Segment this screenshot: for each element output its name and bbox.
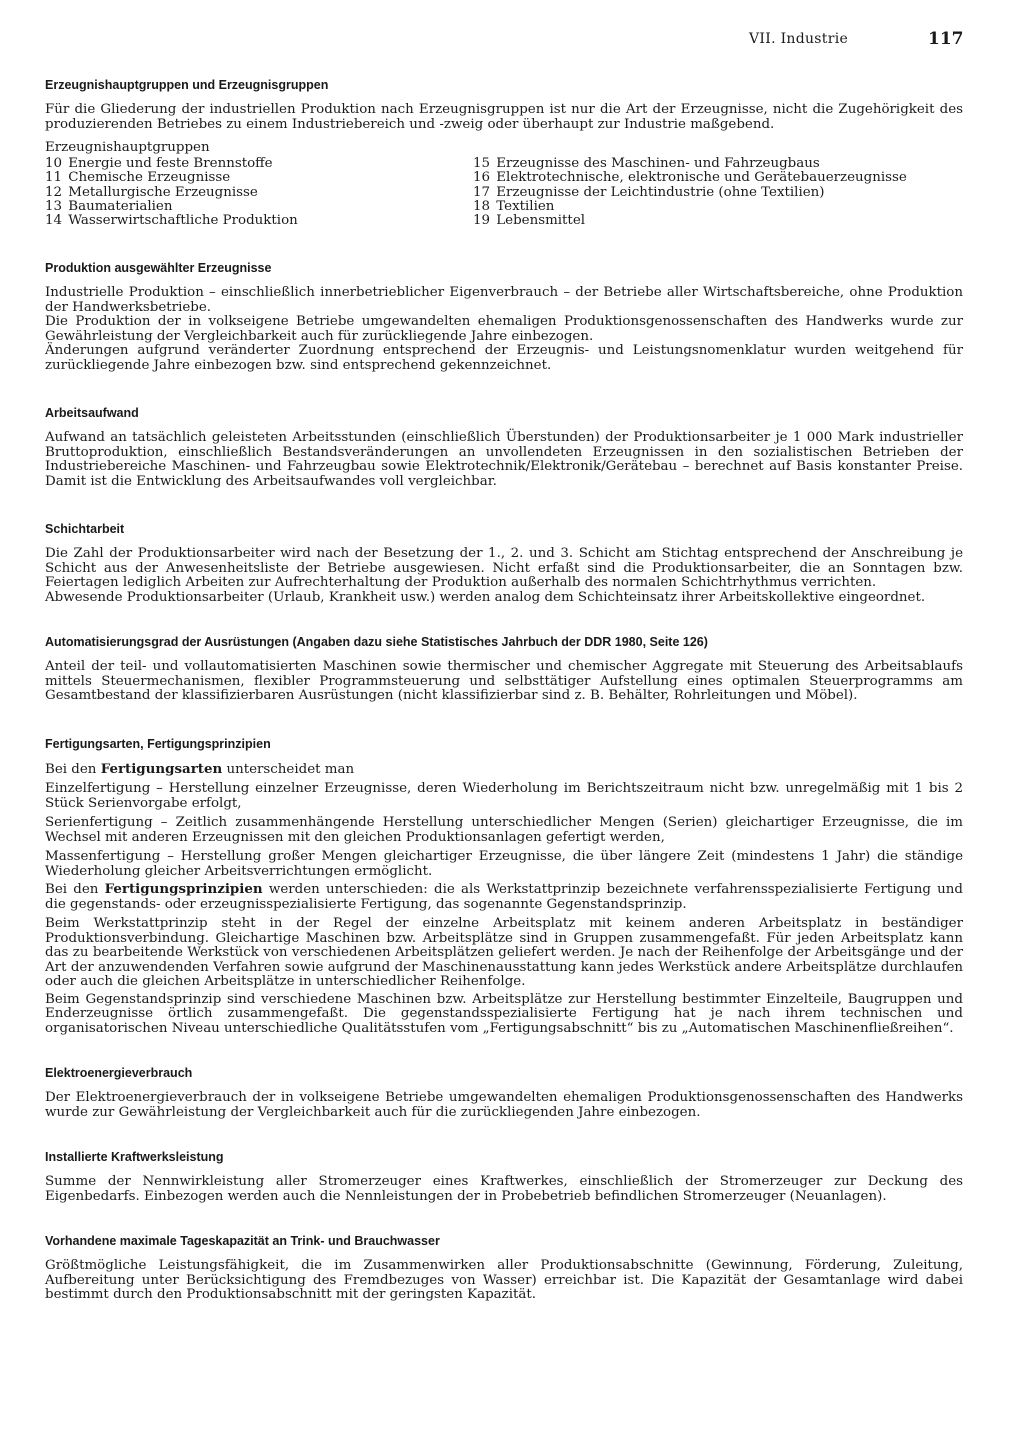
section-schichtarbeit [45,522,963,605]
section-heading: Fertigungsarten, Fertigungsprinzipien [45,736,271,751]
page-content [45,78,963,1303]
section-produktion [45,261,963,373]
section-heading: Automatisierungsgrad der Ausrüstungen (Angaben dazu siehe Statistisches Jahrbuch der DDR 1980, Seite 126) [45,635,708,650]
paragraph: Die Zahl der Produktionsarbeiter wird nach der Besetzung der 1., 2. und 3. Schicht am Stichtag entsprechend der Anschreibung je Schicht aus der Anwesenheitsliste der Betriebe ausgewiesen. Nicht erfaßt sind die Produktionsarbeiter, die an Sonntagen bzw. Feiertagen lediglich Arbeiten zur Aufrechterhaltung der Produktion außerhalb des normalen Schichtrhythmus verrichten. [45,546,963,591]
paragraph: Bei den Fertigungsprinzipien werden unterschieden: die als Werkstattprinzip bezeichnete verfahrensspezialisierte Fertigung und die gegenstands- oder erzeugnisspezialisierte Fertigung, das sogenannte Gegenstandsprinzip. [45,881,963,912]
paragraph: Der Elektroenergieverbrauch der in volkseigene Betriebe umgewandelten ehemaligen Produktionsgenossenschaften des Handwerks wurde zur Gewährleistung der Vergleichbarkeit auch für die zurückliegenden Jahre einbezogen. [45,1090,963,1120]
chapter-title: VII. Industrie [749,31,849,47]
paragraph: Beim Gegenstandsprinzip sind verschiedene Maschinen bzw. Arbeitsplätze zur Herstellung bestimmter Einzelteile, Baugruppen und Enderzeugnisse örtlich zusammengefaßt. Die gegenstandsspezialisierte Fertigung hat je nach ihrem technischen und organisatorischen Niveau unterschiedliche Qualitätsstufen vom „Fertigungsabschnitt“ bis zu „Automatischen Maschinenfließreihen“. [45,991,963,1036]
section-tageskapazitaet [45,1234,963,1303]
section-heading: Produktion ausgewählter Erzeugnisse [45,261,272,276]
paragraph: Größtmögliche Leistungsfähigkeit, die im Zusammenwirken aller Produktionsabschnitte (Gewinnung, Förderung, Zuleitung, Aufbereitung unter Berücksichtigung des Fremdbezuges von Wasser) erreichbar ist. Die Kapazität der Gesamtanlage wird dabei bestimmt durch den Produktionsabschnitt mit der geringsten Kapazität. [45,1258,963,1303]
section-heading: Schichtarbeit [45,522,125,537]
paragraph: Änderungen aufgrund veränderter Zuordnung entsprechend der Erzeugnis- und Leistungsnomenklatur wurden weitgehend für zurückliegende Jahre einbezogen bzw. sind entsprechend gekennzeichnet. [45,343,963,373]
paragraph: Für die Gliederung der industriellen Produktion nach Erzeugnisgruppen ist nur die Art der Erzeugnisse, nicht die Zugehörigkeit des produzierenden Betriebes zu einem Industriebereich und -zweig oder überhaupt zur Industrie maßgebend. [45,102,963,132]
paragraph: Anteil der teil- und vollautomatisierten Maschinen sowie thermischer und chemischer Aggregate mit Steuerung des Arbeitsablaufs mittels Steuermechanismen, flexibler Programmsteuerung und selbsttätiger Aufstellung eines optimalen Steuerprogramms am Gesamtbestand der klassifizierbaren Ausrüstungen (nicht klassifizierbar sind z. B. Behälter, Rohrleitungen und Möbel). [45,659,963,704]
section-heading: Installierte Kraftwerksleistung [45,1150,224,1165]
page-number: 117 [928,29,964,49]
section-heading: Elektroenergieverbrauch [45,1066,193,1081]
paragraph: Abwesende Produktionsarbeiter (Urlaub, Krankheit usw.) werden analog dem Schichteinsatz ihrer Arbeitskollektive eingeordnet. [45,589,926,605]
paragraph: Bei den Fertigungsarten unterscheidet man [45,760,355,777]
product-group-list [45,157,963,228]
page-header [0,31,1024,51]
list-item: 10 Energie und feste Brennstoffe [45,156,273,171]
paragraph: Einzelfertigung – Herstellung einzelner Erzeugnisse, deren Wiederholung im Berichtszeitraum nicht bzw. unregelmäßig mit 1 bis 2 Stück Serienvorgabe erfolgt, [45,781,963,811]
list-item: 16 Elektrotechnische, elektronische und Gerätebauerzeugnisse [473,170,907,186]
list-item: 19 Lebensmittel [473,213,586,229]
list-item: 13 Baumaterialien [45,198,173,214]
section-heading: Vorhandene maximale Tageskapazität an Trink- und Brauchwasser [45,1234,440,1249]
section-heading: Arbeitsaufwand [45,406,139,421]
subheading: Erzeugnishauptgruppen [45,140,210,155]
list-item: 14 Wasserwirtschaftliche Produktion [45,213,298,229]
section-elektroenergieverbrauch [45,1066,963,1120]
paragraph: Beim Werkstattprinzip steht in der Regel der einzelne Arbeitsplatz mit keinem anderen Arbeitsplatz in beständiger Produktionsverbindung. Gleichartige Maschinen bzw. Arbeitsplätze sind in Gruppen zusammengefaßt. Für jeden Arbeitsplatz kann das zu bearbeitende Werkstück von verschiedenen Arbeitsplätzen geliefert werden. Je nach der Reihenfolge der Arbeitsgänge und der Art der anzuwendenden Verfahren sowie aufgrund der Maschinenausstattung kann jedes Werkstück andere Arbeitsplätze durchlaufen oder auch die gleichen Arbeitsplätze in unterschiedlicher Reihenfolge. [45,916,963,990]
list-item: 15 Erzeugnisse des Maschinen- und Fahrzeugbaus [473,156,820,171]
section-arbeitsaufwand [45,406,963,489]
section-automatisierungsgrad [45,635,963,704]
section-kraftwerksleistung [45,1150,963,1204]
paragraph: Aufwand an tatsächlich geleisteten Arbeitsstunden (einschließlich Überstunden) der Produktionsarbeiter je 1 000 Mark industrieller Bruttoproduktion, einschließlich Bestandsveränderungen an unvollendeten Erzeugnissen in den sozialistischen Betrieben der Industriebereiche Maschinen- und Fahrzeugbau sowie Elektrotechnik/Elektronik/Gerätebau – berechnet auf Basis konstanter Preise. Damit ist die Entwicklung des Arbeitsaufwandes voll vergleichbar. [45,430,963,489]
list-item: 11 Chemische Erzeugnisse [45,170,231,186]
list-item: 18 Textilien [473,198,555,214]
paragraph: Massenfertigung – Herstellung großer Mengen gleichartiger Erzeugnisse, die über längere Zeit (mindestens 1 Jahr) die ständige Wiederholung gleicher Arbeitsverrichtungen ermöglicht. [45,849,963,879]
paragraph: Serienfertigung – Zeitlich zusammenhängende Herstellung unterschiedlicher Mengen (Serien) gleichartiger Erzeugnisse, die im Wechsel mit anderen Erzeugnissen mit den gleichen Produktionsanlagen gefertigt werden, [45,815,963,845]
paragraph: Summe der Nennwirkleistung aller Stromerzeuger eines Kraftwerkes, einschließlich der Stromerzeuger zur Deckung des Eigenbedarfs. Einbezogen werden auch die Nennleistungen der in Probebetrieb befindlichen Stromerzeuger (Neuanlagen). [45,1174,963,1204]
paragraph: Die Produktion der in volkseigene Betriebe umgewandelten ehemaligen Produktionsgenossenschaften des Handwerks wurde zur Gewährleistung der Vergleichbarkeit auch für zurückliegende Jahre einbezogen. [45,314,963,344]
paragraph: Industrielle Produktion – einschließlich innerbetrieblicher Eigenverbrauch – der Betriebe aller Wirtschaftsbereiche, ohne Produktion der Handwerksbetriebe. [45,285,963,315]
list-item: 12 Metallurgische Erzeugnisse [45,184,258,200]
section-heading: Erzeugnishauptgruppen und Erzeugnisgruppen [45,78,329,92]
list-item: 17 Erzeugnisse der Leichtindustrie (ohne Textilien) [473,184,825,200]
product-group-column-left [45,157,473,228]
product-group-column-right [473,157,907,228]
section-fertigungsarten [45,737,963,1037]
section-erzeugnishauptgruppen [45,78,963,228]
